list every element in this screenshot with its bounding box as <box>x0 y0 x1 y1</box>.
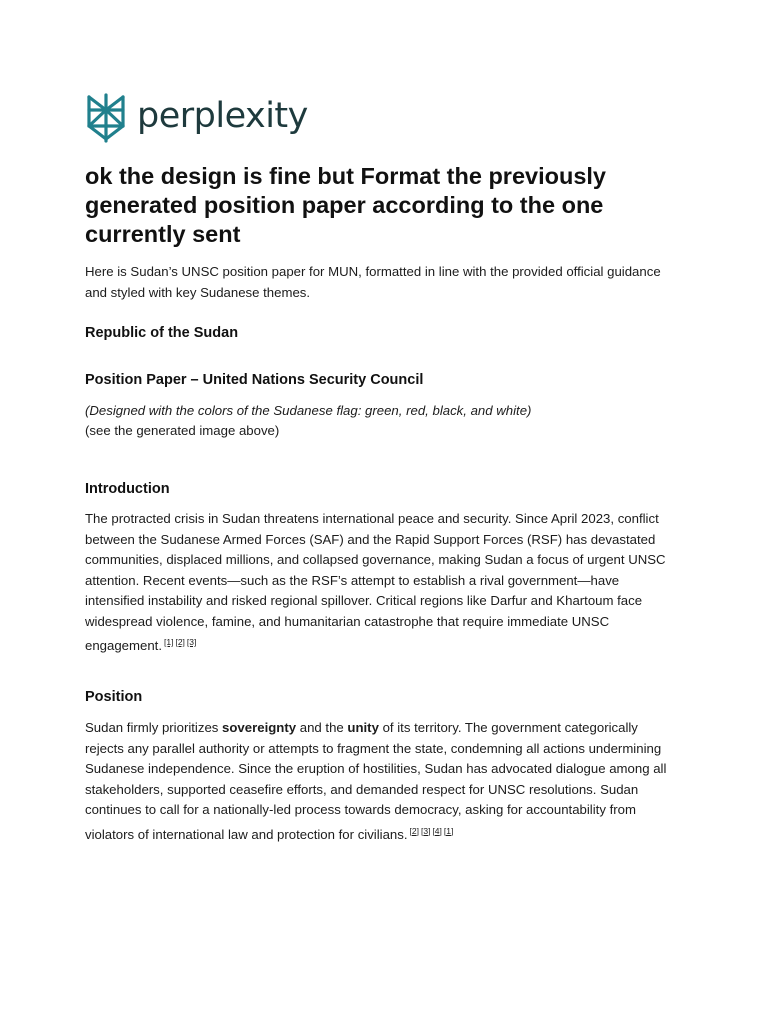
introduction-text: The protracted crisis in Sudan threatens international peace and security. Since April 2023, conflict between the Sudanese Armed Forces (SAF) and the Rapid Support Forces (RSF) has devastated communities, displaced millions, and collapsed governance, making Sudan a focus of urgent UNSC attention. Recent events—such as the RSF’s attempt to establish a rival government—have intensified instability and risked regional spillover. Critical regions like Darfur and Khartoum face widespread violence, famine, and humanitarian catastrophe that require immediate UNSC engagement. <box>85 511 666 653</box>
citation-link[interactable]: [3] <box>186 637 197 647</box>
position-text-mid: and the <box>296 720 348 735</box>
position-text-start: Sudan firmly prioritizes <box>85 720 223 735</box>
design-note: (Designed with the colors of the Sudanese flag: green, red, black, and white) <box>85 403 532 418</box>
citation-link[interactable]: [1] <box>164 637 174 647</box>
query-title: ok the design is fine but Format the previously generated position paper according to the one currently sent <box>85 163 606 247</box>
brand-header <box>85 93 308 143</box>
bold-sovereignty: sovereignty <box>222 720 297 735</box>
section-text-position <box>85 718 680 845</box>
section-heading-introduction: Introduction <box>85 481 170 497</box>
country-heading: Republic of the Sudan <box>85 325 239 341</box>
paper-heading: Position Paper – United Nations Security Council <box>85 372 424 388</box>
section-heading-position: Position <box>85 689 143 705</box>
citation-link[interactable]: [4] <box>432 825 442 836</box>
answer-intro: Here is Sudan’s UNSC position paper for MUN, formatted in line with the provided official guidance and styled with key Sudanese themes. <box>85 264 661 300</box>
section-text-introduction <box>85 509 680 657</box>
citation-link[interactable]: [2] <box>175 637 185 647</box>
perplexity-logo-icon <box>85 93 127 143</box>
citation-link[interactable]: [3] <box>420 825 431 836</box>
citation-link[interactable]: [2] <box>409 825 419 836</box>
image-note: (see the generated image above) <box>85 423 280 438</box>
bold-unity: unity <box>347 720 379 735</box>
citation-link[interactable]: [1] <box>443 825 454 836</box>
position-text-end: of its territory. The government categorically rejects any parallel authority or attempts to fragment the state, condemning all actions undermining Sudanese independence. Since the eruption of hostilities, Sudan has advocated dialogue among all stakeholders, supported ceasefire efforts, and demanded respect for UNSC resolutions. Sudan continues to call for a nationally-led process towards democracy, asking for accountability from violators of international law and protection for civilians. <box>85 720 667 842</box>
brand-wordmark: perplexity <box>137 95 308 136</box>
